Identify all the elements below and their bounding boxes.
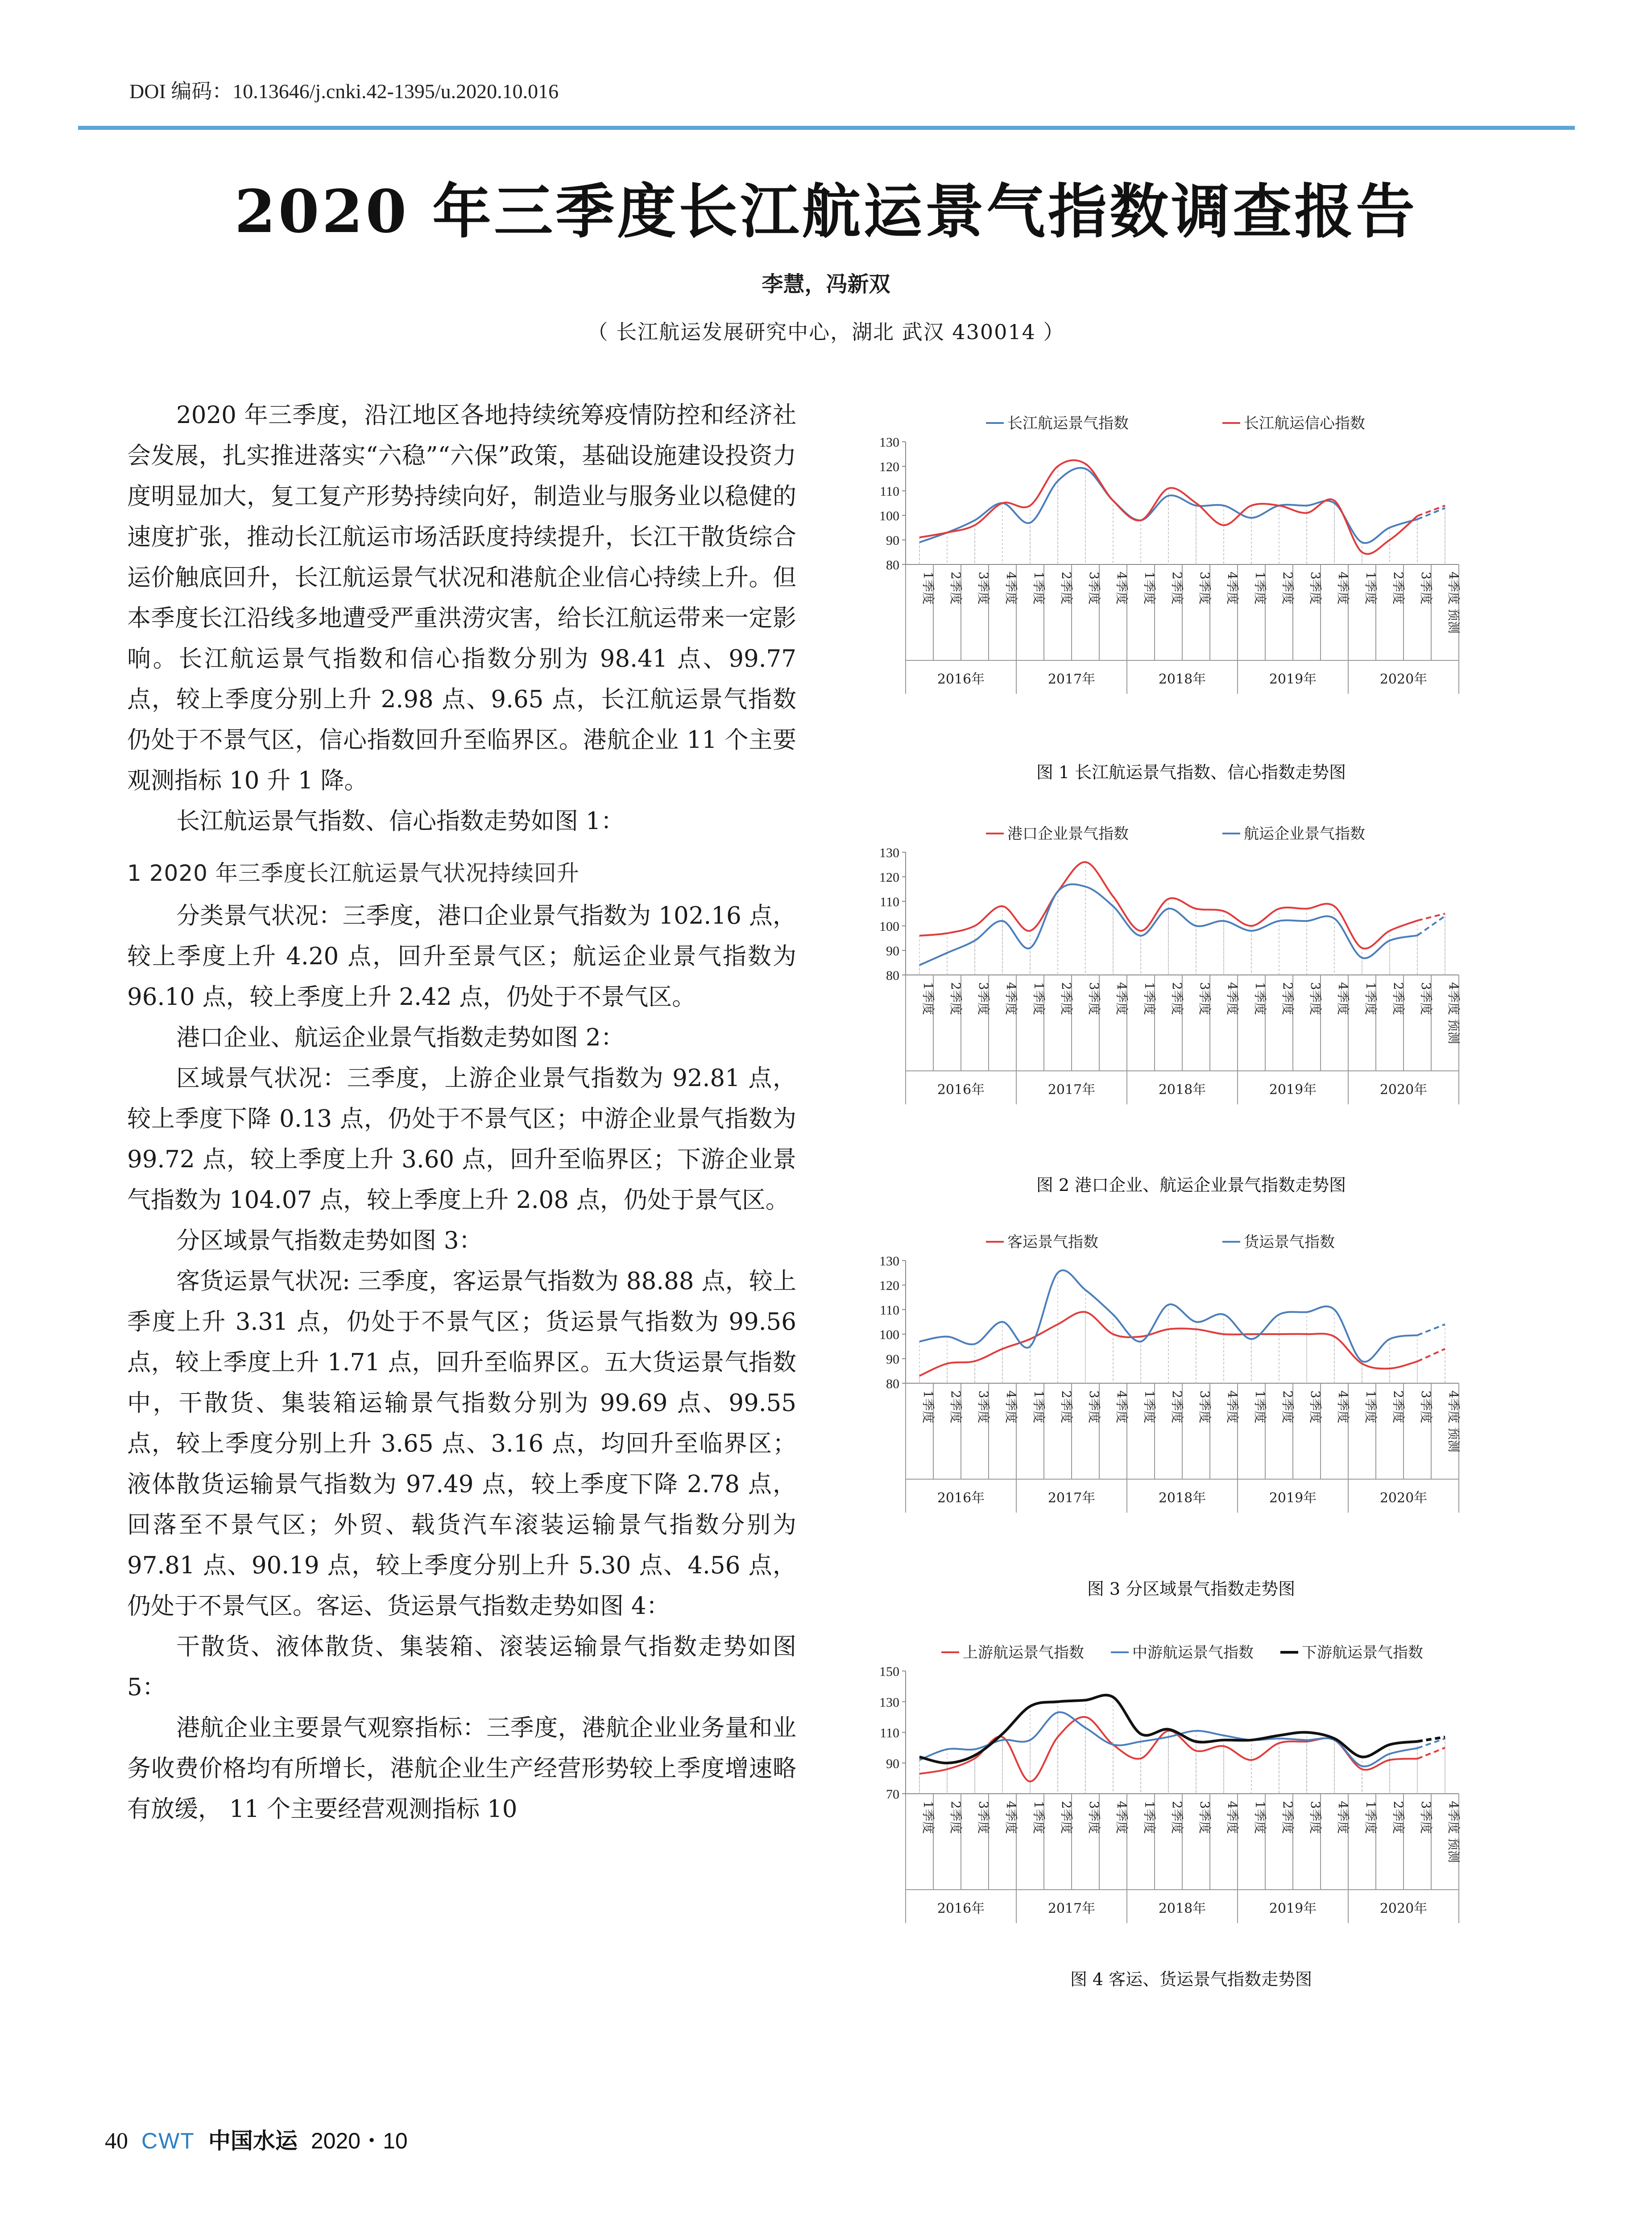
figure-3-chart <box>857 1207 1526 1551</box>
x-tick-label: 2季度 <box>1170 1390 1184 1423</box>
x-tick-label: 3季度 <box>1197 1390 1212 1423</box>
year-label: 2019年 <box>1269 1901 1317 1916</box>
y-tick-label: 90 <box>886 1756 899 1771</box>
y-tick-label: 100 <box>879 1327 899 1342</box>
year-label: 2017年 <box>1048 1901 1096 1916</box>
x-tick-label: 1季度 <box>1142 572 1157 605</box>
x-tick-label: 2季度 <box>1391 1390 1406 1423</box>
x-tick-label: 3季度 <box>1419 1801 1433 1834</box>
x-tick-label: 3季度 <box>1197 1801 1212 1834</box>
legend-label: 长江航运信心指数 <box>1244 415 1365 432</box>
x-tick-label: 2季度 <box>1059 982 1074 1015</box>
year-label: 2016年 <box>937 1901 985 1916</box>
y-tick-label: 90 <box>886 533 899 548</box>
x-tick-label: 4季度 预测 <box>1446 1801 1461 1863</box>
chart-legend <box>941 1644 1423 1662</box>
x-tick-label: 2季度 <box>1170 572 1184 605</box>
x-tick-label: 4季度 <box>1004 982 1019 1015</box>
x-tick-label: 3季度 <box>976 982 991 1015</box>
y-tick-label: 130 <box>879 846 899 860</box>
x-tick-label: 2季度 <box>1280 1801 1295 1834</box>
x-tick-label: 1季度 <box>921 982 936 1015</box>
y-tick-label: 130 <box>879 1695 899 1710</box>
x-tick-label: 1季度 <box>1253 572 1267 605</box>
x-tick-label: 4季度 <box>1336 572 1350 605</box>
page-footer <box>105 2123 408 2155</box>
year-label: 2017年 <box>1048 672 1096 687</box>
series-forecast-line <box>1417 1324 1445 1335</box>
section-heading: 1 2020 年三季度长江航运景气状况持续回升 <box>127 860 580 886</box>
x-tick-label: 2季度 <box>1391 982 1406 1015</box>
body-paragraph: 港航企业主要景气观察指标：三季度，港航企业业务量和业务收费价格均有所增长，港航企业生产经营形势较上季度增速略有放缓， 11 个主要经营观测指标 10 <box>127 1714 796 1823</box>
year-label: 2018年 <box>1158 1082 1206 1098</box>
x-tick-label: 4季度 <box>1225 1801 1240 1834</box>
figure-1-chart <box>857 388 1526 732</box>
y-tick-label: 80 <box>886 1377 899 1391</box>
x-tick-label: 2季度 <box>1280 982 1295 1015</box>
y-tick-label: 150 <box>879 1664 899 1679</box>
x-tick-label: 2季度 <box>1059 572 1074 605</box>
body-paragraph: 2020 年三季度，沿江地区各地持续统筹疫情防控和经济社会发展，扎实推进落实“六稳”“六保”政策，基础设施建设投资力度明显加大，复工复产形势持续向好，制造业与服务业以稳健的速度扩张，推动长江航运市场活跃度持续提升，长江干散货综合运价触底回升，长江航运景气状况和港航企业信心持续上升。但本季度长江沿线多地遭受严重洪涝灾害，给长江航运带来一定影响。长江航运景气指数和信心指数分别为 98.41 点、99.77 点，较上季度分别上升 2.98 点、9.65 点，长江航运景气指数仍处于不景气区，信心指数回升至临界区。港航企业 11 个主要观测指标 10 升 1 降。 <box>127 402 796 794</box>
y-tick-label: 110 <box>880 1725 899 1741</box>
figure-2-chart <box>857 799 1526 1142</box>
year-label: 2020年 <box>1379 672 1428 687</box>
year-label: 2019年 <box>1269 672 1317 687</box>
x-tick-label: 1季度 <box>1031 1801 1046 1834</box>
x-tick-label: 4季度 <box>1336 1390 1350 1423</box>
x-tick-label: 2季度 <box>948 1390 963 1423</box>
body-paragraph: 长江航运景气指数、信心指数走势如图 1： <box>176 808 625 835</box>
x-tick-label: 4季度 <box>1225 982 1240 1015</box>
x-tick-label: 1季度 <box>1253 1801 1267 1834</box>
x-tick-label: 2季度 <box>948 1801 963 1834</box>
x-tick-label: 3季度 <box>1197 572 1212 605</box>
y-tick-label: 110 <box>880 895 899 909</box>
x-tick-label: 4季度 预测 <box>1446 982 1461 1044</box>
doi-line: DOI 编码：10.13646/j.cnki.42-1395/u.2020.10.016 <box>129 80 559 103</box>
year-label: 2018年 <box>1158 1490 1206 1506</box>
year-label: 2020年 <box>1379 1082 1428 1098</box>
year-label: 2019年 <box>1269 1082 1317 1098</box>
figure-4-chart <box>857 1617 1526 1961</box>
x-tick-label: 3季度 <box>1308 1801 1323 1834</box>
y-tick-label: 90 <box>886 944 899 958</box>
x-tick-label: 2季度 <box>1170 982 1184 1015</box>
chart-legend <box>986 1233 1335 1251</box>
figure-2 <box>857 799 1526 1142</box>
x-tick-label: 1季度 <box>1031 1390 1046 1423</box>
series-forecast-line <box>1417 1748 1445 1759</box>
x-tick-label: 4季度 <box>1004 572 1019 605</box>
figure-1 <box>857 388 1526 732</box>
legend-label: 下游航运景气指数 <box>1302 1644 1423 1662</box>
x-tick-label: 3季度 <box>1419 572 1433 605</box>
journal-name: 中国水运 <box>208 2128 298 2154</box>
y-tick-label: 70 <box>886 1787 899 1802</box>
body-paragraph: 区域景气状况：三季度，上游企业景气指数为 92.81 点，较上季度下降 0.13 点，仍处于不景气区；中游企业景气指数为 99.72 点，较上季度上升 3.60 点，回升至临界区；下游企业景气指数为 104.07 点，较上季度上升 2.08 点，仍处于景气区。 <box>127 1065 796 1214</box>
body-text-column <box>127 395 796 1829</box>
x-tick-label: 4季度 <box>1114 1801 1129 1834</box>
x-tick-label: 3季度 <box>976 1390 991 1423</box>
x-tick-label: 2季度 <box>948 572 963 605</box>
legend-label: 客运景气指数 <box>1007 1233 1098 1251</box>
x-tick-label: 1季度 <box>1363 572 1378 605</box>
article-title: 2020 年三季度长江航运景气指数调查报告 <box>234 177 1418 246</box>
year-label: 2019年 <box>1269 1490 1317 1506</box>
x-tick-label: 3季度 <box>1087 1801 1101 1834</box>
x-tick-label: 2季度 <box>1280 1390 1295 1423</box>
legend-label: 中游航运景气指数 <box>1132 1644 1254 1662</box>
figure-3-caption: 图 3 分区域景气指数走势图 <box>1087 1579 1296 1599</box>
series-forecast-line <box>1417 1737 1445 1742</box>
legend-label: 长江航运景气指数 <box>1007 415 1129 432</box>
x-tick-label: 4季度 <box>1114 572 1129 605</box>
body-paragraph: 分区域景气指数走势如图 3： <box>176 1227 483 1254</box>
affiliation: （ 长江航运发展研究中心，湖北 武汉 430014 ） <box>587 320 1065 344</box>
journal-logo-text: CWT <box>141 2128 195 2153</box>
x-tick-label: 3季度 <box>1087 982 1101 1015</box>
x-tick-label: 4季度 预测 <box>1446 572 1461 634</box>
y-tick-label: 120 <box>879 870 899 885</box>
x-tick-label: 2季度 <box>1391 572 1406 605</box>
body-paragraph: 客货运景气状况: 三季度，客运景气指数为 88.88 点，较上季度上升 3.31 点，仍处于不景气区；货运景气指数为 99.56 点，较上季度上升 1.71 点，回升至临界区。五大货运景气指数中，干散货、集装箱运输景气指数分别为 99.69 点、99.55 点，较上季度分别上升 3.65 点、3.16 点，均回升至临界区；液体散货运输景气指数为 97.49 点，较上季度下降 2.78 点，回落至不景气区；外贸、载货汽车滚装运输景气指数分别为 97.81 点、90.19 点，较上季度分别上升 5.30 点、4.56 点，仍处于不景气区。客运、货运景气指数走势如图 4： <box>127 1268 796 1620</box>
y-tick-label: 80 <box>886 558 899 572</box>
x-tick-label: 3季度 <box>1419 982 1433 1015</box>
chart-legend <box>986 825 1365 843</box>
y-tick-label: 110 <box>880 484 899 499</box>
x-tick-label: 3季度 <box>1308 982 1323 1015</box>
series-line <box>919 1270 1417 1362</box>
series-forecast-line <box>1417 506 1445 516</box>
x-tick-label: 1季度 <box>1253 1390 1267 1423</box>
y-tick-label: 130 <box>879 435 899 450</box>
x-tick-label: 4季度 <box>1336 982 1350 1015</box>
body-paragraph: 港口企业、航运企业景气指数走势如图 2： <box>176 1024 625 1051</box>
series-forecast-line <box>1417 1349 1445 1361</box>
legend-label: 货运景气指数 <box>1244 1233 1335 1251</box>
x-tick-label: 4季度 <box>1336 1801 1350 1834</box>
x-tick-label: 1季度 <box>1142 1801 1157 1834</box>
year-label: 2017年 <box>1048 1082 1096 1098</box>
x-tick-label: 1季度 <box>1253 982 1267 1015</box>
y-tick-label: 110 <box>880 1303 899 1318</box>
year-label: 2016年 <box>937 1082 985 1098</box>
x-tick-label: 3季度 <box>976 1801 991 1834</box>
chart-legend <box>986 415 1365 432</box>
year-label: 2020年 <box>1379 1490 1428 1506</box>
x-tick-label: 2季度 <box>1280 572 1295 605</box>
x-tick-label: 3季度 <box>976 572 991 605</box>
figure-2-caption: 图 2 港口企业、航运企业景气指数走势图 <box>1036 1175 1346 1195</box>
figure-3 <box>857 1207 1526 1551</box>
year-label: 2018年 <box>1158 672 1206 687</box>
year-label: 2020年 <box>1379 1901 1428 1916</box>
x-tick-label: 2季度 <box>1170 1801 1184 1834</box>
legend-label: 港口企业景气指数 <box>1007 825 1129 843</box>
x-tick-label: 2季度 <box>1059 1801 1074 1834</box>
x-tick-label: 1季度 <box>921 572 936 605</box>
header-rule <box>78 126 1575 130</box>
x-tick-label: 3季度 <box>1197 982 1212 1015</box>
x-tick-label: 1季度 <box>1031 572 1046 605</box>
x-tick-label: 2季度 <box>1059 1390 1074 1423</box>
x-tick-label: 3季度 <box>1087 1390 1101 1423</box>
page-number: 40 <box>105 2128 128 2154</box>
figure-4 <box>857 1617 1526 1961</box>
body-paragraph: 分类景气状况：三季度，港口企业景气指数为 102.16 点，较上季度上升 4.20 点，回升至景气区；航运企业景气指数为 96.10 点，较上季度上升 2.42 点，仍处于不景气区。 <box>127 902 796 1011</box>
x-tick-label: 1季度 <box>1363 982 1378 1015</box>
y-tick-label: 120 <box>879 1278 899 1293</box>
legend-label: 上游航运景气指数 <box>963 1644 1084 1662</box>
x-tick-label: 4季度 <box>1004 1801 1019 1834</box>
x-tick-label: 1季度 <box>921 1801 936 1834</box>
x-tick-label: 1季度 <box>1142 982 1157 1015</box>
year-label: 2018年 <box>1158 1901 1206 1916</box>
legend-label: 航运企业景气指数 <box>1244 825 1365 843</box>
y-tick-label: 100 <box>879 509 899 523</box>
y-tick-label: 80 <box>886 968 899 983</box>
x-tick-label: 1季度 <box>1363 1801 1378 1834</box>
year-label: 2016年 <box>937 672 985 687</box>
journal-issue: 2020・10 <box>311 2128 408 2153</box>
x-tick-label: 1季度 <box>1031 982 1046 1015</box>
x-tick-label: 1季度 <box>1363 1390 1378 1423</box>
x-tick-label: 3季度 <box>1308 572 1323 605</box>
x-tick-label: 3季度 <box>1308 1390 1323 1423</box>
x-tick-label: 3季度 <box>1087 572 1101 605</box>
year-label: 2017年 <box>1048 1490 1096 1506</box>
authors: 李慧，冯新双 <box>762 272 890 297</box>
x-tick-label: 2季度 <box>1391 1801 1406 1834</box>
y-tick-label: 130 <box>879 1254 899 1269</box>
figure-1-caption: 图 1 长江航运景气指数、信心指数走势图 <box>1036 763 1346 782</box>
y-tick-label: 90 <box>886 1352 899 1367</box>
year-label: 2016年 <box>937 1490 985 1506</box>
x-tick-label: 4季度 <box>1114 982 1129 1015</box>
x-tick-label: 4季度 <box>1114 1390 1129 1423</box>
x-tick-label: 1季度 <box>1142 1390 1157 1423</box>
x-tick-label: 4季度 <box>1225 572 1240 605</box>
x-tick-label: 4季度 预测 <box>1446 1390 1461 1452</box>
x-tick-label: 1季度 <box>921 1390 936 1423</box>
x-tick-label: 4季度 <box>1004 1390 1019 1423</box>
series-line <box>919 1695 1417 1763</box>
figure-4-caption: 图 4 客运、货运景气指数走势图 <box>1070 1970 1312 1989</box>
body-paragraph: 干散货、液体散货、集装箱、滚装运输景气指数走势如图 5： <box>127 1633 796 1701</box>
x-tick-label: 2季度 <box>948 982 963 1015</box>
x-tick-label: 3季度 <box>1419 1390 1433 1423</box>
x-tick-label: 4季度 <box>1225 1390 1240 1423</box>
y-tick-label: 100 <box>879 919 899 934</box>
y-tick-label: 120 <box>879 460 899 474</box>
